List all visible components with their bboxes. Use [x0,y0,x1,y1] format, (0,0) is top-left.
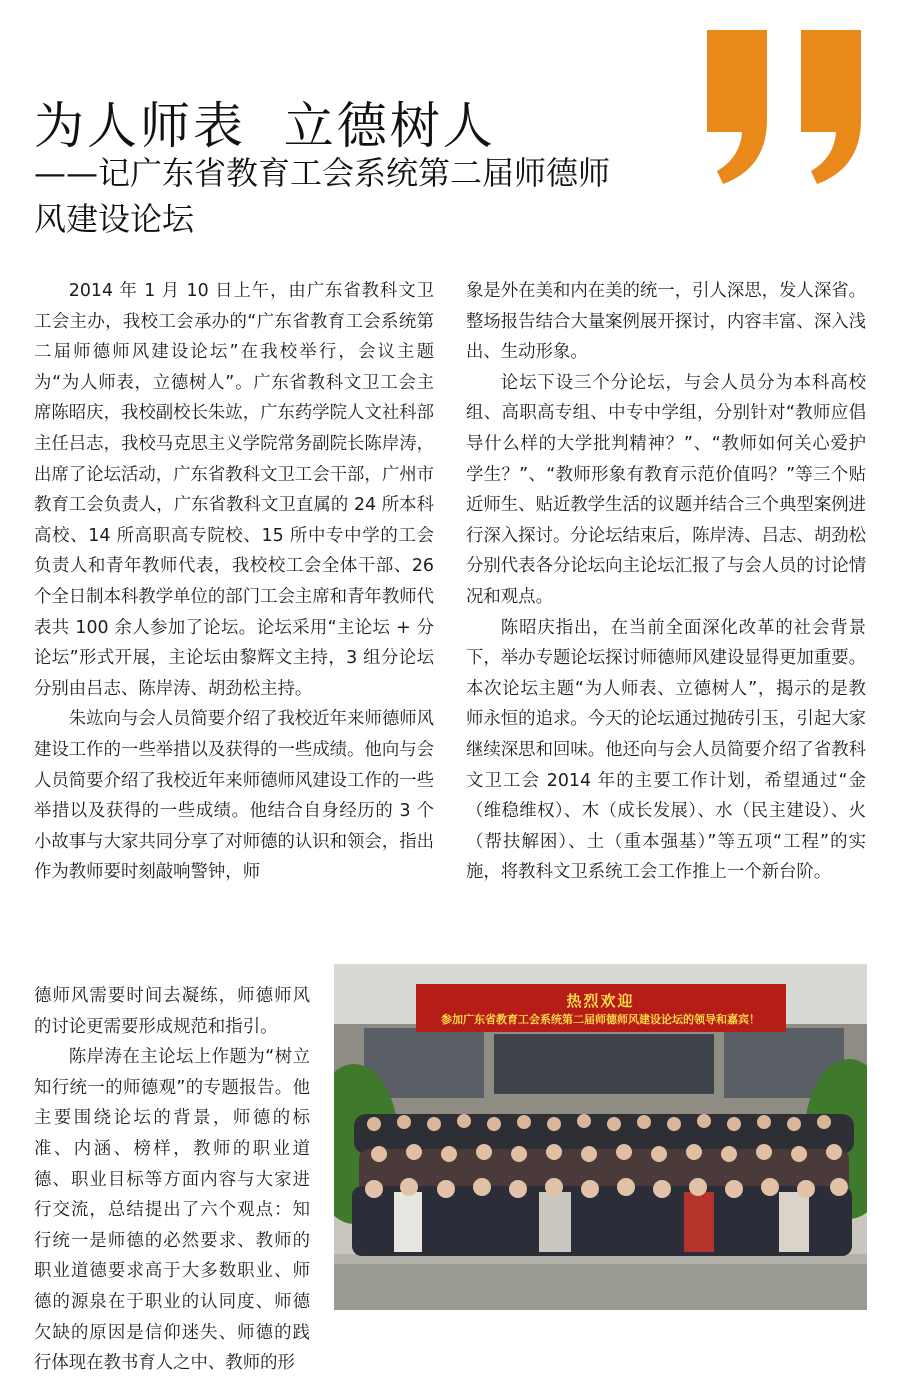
paragraph: 2014 年 1 月 10 日上午，由广东省教科文卫工会主办，我校工会承办的“广东省教育工会系统第二届师德师风建设论坛”在我校举行，会议主题为“为人师表，立德树人”。广东省教科文卫工会主席陈昭庆，我校副校长朱竑，广东药学院人文社科部主任吕志，我校马克思主义学院常务副院长陈岸涛，出席了论坛活动，广东省教科文卫工会干部，广州市教育工会负责人，广东省教科文卫直属的 24 所本科高校、14 所高职高专院校、15 所中专中学的工会负责人和青年教师代表，我校校工会全体干部、26 个全日制本科教学单位的部门工会主席和青年教师代表共 100 余人参加了论坛。论坛采用“主论坛 + 分论坛”形式开展，主论坛由黎辉文主持，3 组分论坛分别由吕志、陈岸涛、胡劲松主持。 [34,281,434,699]
banner-caption: 参加广东省教育工会系统第二届师德师风建设论坛的领导和嘉宾！ [441,1013,760,1026]
article-column-left-bottom [34,981,310,1379]
paragraph: 陈岸涛在主论坛上作题为“树立知行统一的师德观”的专题报告。他主要围绕论坛的背景，师德的标准、内涵、榜样，教师的职业道德、职业目标等方面内容与大家进行交流，总结提出了六个观点：知行统一是师德的必然要求、教师的职业道德要求高于大多数职业、师德的源泉在于职业的认同度、师德欠缺的原因是信仰迷失、师德的践行体现在教书育人之中、教师的形 [34,1047,310,1374]
article-column-right [466,276,866,888]
paragraph: 论坛下设三个分论坛，与会人员分为本科高校组、高职高专组、中专中学组，分别针对“教师应倡导什么样的大学批判精神？”、“教师如何关心爱护学生？”、“教师形象有教育示范价值吗？”等三个贴近师生、贴近教学生活的议题并结合三个典型案例进行深入探讨。分论坛结束后，陈岸涛、吕志、胡劲松分别代表各分论坛向主论坛汇报了与会人员的讨论情况和观点。 [466,372,866,607]
banner-heading: 热烈欢迎 [566,992,635,1010]
article-column-left-top [34,276,434,888]
paragraph: 朱竑向与会人员简要介绍了我校近年来师德师风建设工作的一些举措以及获得的一些成绩。他向与会人员简要介绍了我校近年来师德师风建设工作的一些举措以及获得的一些成绩。他结合自身经历的 3 个小故事与大家共同分享了对师德的认识和领会，指出作为教师要时刻敲响警钟，师 [34,709,435,883]
article-subtitle: ——记广东省教育工会系统第二届师德师风建设论坛 [34,154,611,238]
paragraph: 陈昭庆指出，在当前全面深化改革的社会背景下，举办专题论坛探讨师德师风建设显得更加重要。本次论坛主题“为人师表、立德树人”，揭示的是教师永恒的追求。今天的论坛通过抛砖引玉，引起大家继续深思和回味。他还向与会人员简要介绍了省教科文卫工会 2014 年的主要工作计划，希望通过“金（维稳维权）、木（成长发展）、水（民主建设）、火（帮扶解困）、土（重本强基）”等五项“工程”的实施，将教科文卫系统工会工作推上一个新台阶。 [466,617,866,883]
group-photo [334,964,867,1310]
paragraph: 象是外在美和内在美的统一，引人深思，发人深省。整场报告结合大量案例展开探讨，内容丰富、深入浅出、生动形象。 [466,281,866,363]
quotation-mark-icon [705,28,865,188]
paragraph: 德师风需要时间去凝练，师德师风的讨论更需要形成规范和指引。 [34,986,310,1037]
article-title: 为人师表 立德树人 [34,97,496,155]
